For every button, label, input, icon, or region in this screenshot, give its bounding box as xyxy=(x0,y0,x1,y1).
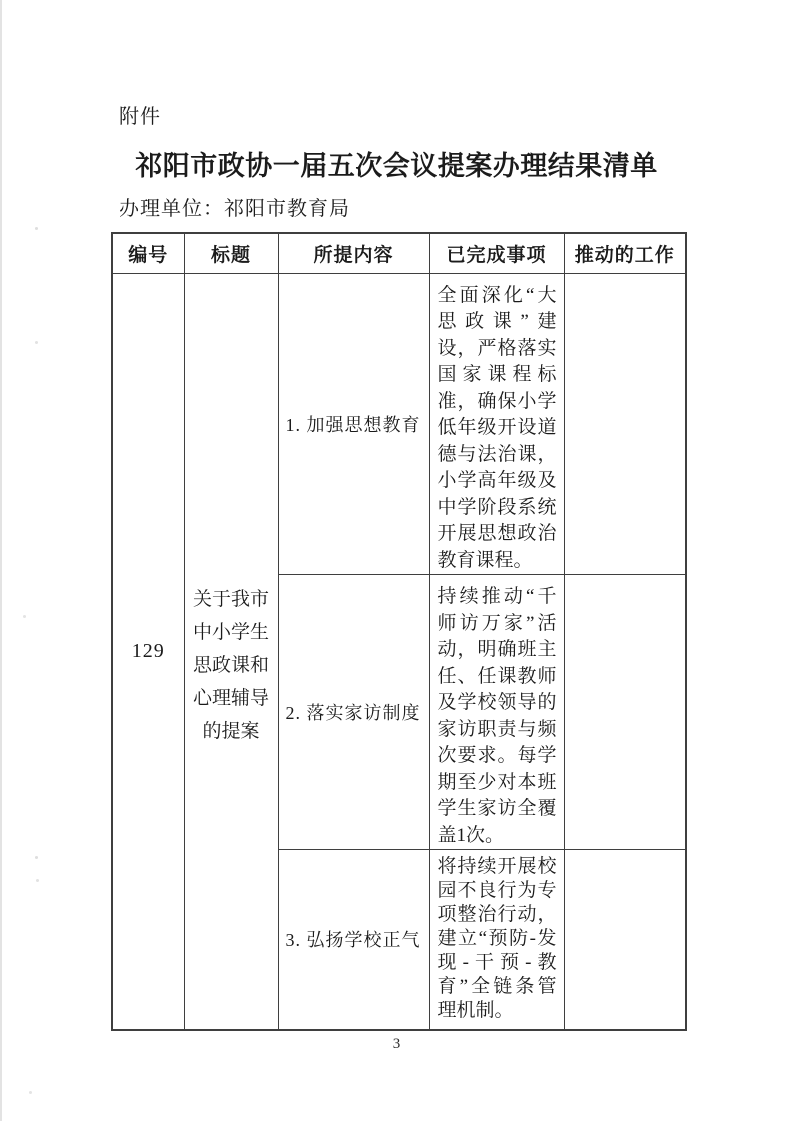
cell-promoted-3 xyxy=(564,850,686,1030)
col-header-title: 标题 xyxy=(184,233,278,273)
table-row xyxy=(112,273,686,575)
cell-content-item-3: 3. 弘扬学校正气 xyxy=(278,850,429,1030)
scan-specks xyxy=(35,227,38,230)
proposal-results-table xyxy=(111,232,687,1031)
cell-completed-3: 将持续开展校园不良行为专项整治行动，建立“预防-发现-干预-教育”全链条管理机制。 xyxy=(429,850,564,1030)
col-header-completed: 已完成事项 xyxy=(429,233,564,273)
cell-promoted-1 xyxy=(564,273,686,575)
cell-promoted-2 xyxy=(564,575,686,850)
cell-completed-2: 持续推动“千师访万家”活动，明确班主任、任课教师及学校领导的家访职责与频次要求。每学期至少对本班学生家访全覆盖1次。 xyxy=(429,575,564,850)
document-title: 祁阳市政协一届五次会议提案办理结果清单 xyxy=(135,151,658,181)
cell-content-item-1: 1. 加强思想教育 xyxy=(278,273,429,575)
table-header-row xyxy=(112,233,686,273)
proposal-title-text: 关于我市中小学生思政课和心理辅导的提案 xyxy=(192,588,269,742)
col-header-number: 编号 xyxy=(112,233,184,273)
col-header-content: 所提内容 xyxy=(278,233,429,273)
cell-proposal-title xyxy=(184,273,278,1030)
cell-completed-1: 全面深化“大思政课”建设，严格落实国家课程标准，确保小学低年级开设道德与法治课，小学高年级及中学阶段系统开展思想政治教育课程。 xyxy=(429,273,564,575)
cell-content-item-2: 2. 落实家访制度 xyxy=(278,575,429,850)
cell-proposal-number: 129 xyxy=(112,273,184,1030)
handling-unit-line: 办理单位：祁阳市教育局 xyxy=(119,198,350,220)
attachment-label: 附件 xyxy=(119,106,161,128)
page-number: 3 xyxy=(392,1036,401,1052)
col-header-promoted: 推动的工作 xyxy=(564,233,686,273)
